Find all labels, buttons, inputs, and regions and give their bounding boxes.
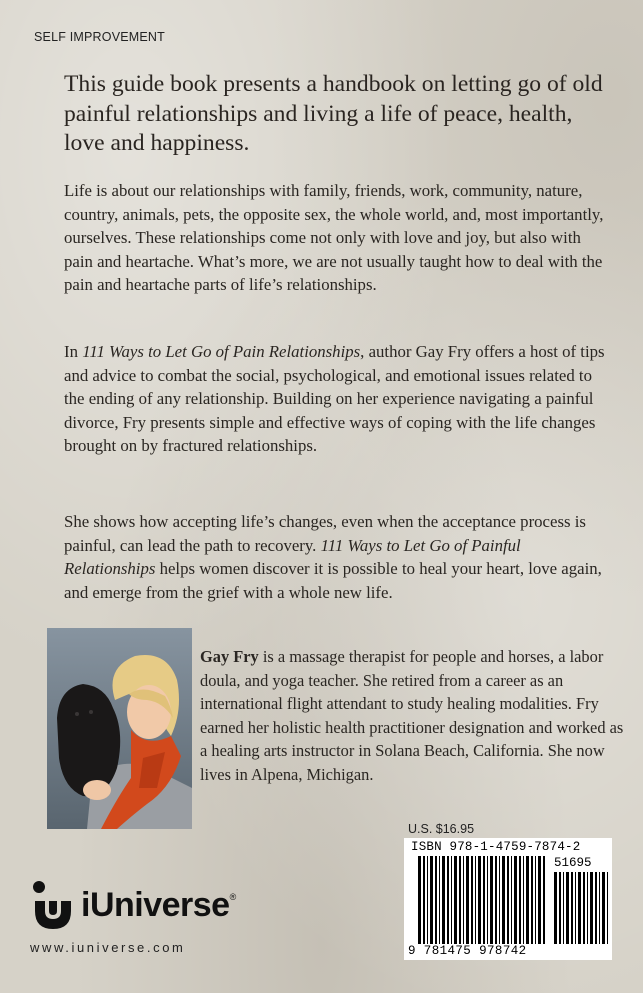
lead-statement: This guide book presents a handbook on letting go of old painful relationships and living a life of peace, health, love and happiness. <box>64 71 603 156</box>
price-label: U.S. $16.95 <box>408 822 475 836</box>
publisher-name-text: iUniverse <box>81 885 230 924</box>
paragraph-2-intro: In <box>64 342 83 361</box>
isbn-barcode <box>404 838 612 960</box>
publisher-name <box>81 886 236 925</box>
author-bio <box>200 645 625 786</box>
paragraph-3-intro: She shows how accepting life’s changes, even when the acceptance process is painful, can lead the path to recovery. <box>64 512 586 555</box>
author-bio-text: is a massage therapist for people and horses, a labor doula, and yoga teacher. She retired from a career as an international flight attendant to study healing modalities. Fry earned her holistic health practitioner designation and worked as a healing arts instructor in Solana Beach, California. She now lives in Alpena, Michigan. <box>200 647 624 784</box>
paragraph-2-book-title: 111 Ways to Let Go of Pain Relationships <box>82 342 361 361</box>
paragraph-3-book-title: 111 Ways to Let Go of Painful Relationships <box>64 535 521 579</box>
description-paragraph-1: Life is about our relationships with family, friends, work, community, nature, country, animals, pets, the opposite sex, the whole world, and, most importantly, ourselves. These relationships come not only with love and joy, but also with pain and heartache. What’s more, we are not usually taught how to deal with the pain and heartache parts of life’s relationships. <box>64 181 604 295</box>
publisher-url: www.iuniverse.com <box>30 940 186 955</box>
trademark-symbol: ® <box>229 891 236 902</box>
category-label: SELF IMPROVEMENT <box>34 30 165 44</box>
description-paragraph-3 <box>64 510 610 604</box>
isbn-number: ISBN 978-1-4759-7874-2 <box>411 840 581 854</box>
paragraph-2-text: , author Gay Fry offers a host of tips and advice to combat the social, psychological, and emotional issues related to the ending of any relationship. Building on her experience navigating a painful divorce, Fry presents simple and effective ways of coping with the life changes brought on by fractured relationships. <box>64 342 605 456</box>
publisher-logo <box>31 878 236 932</box>
description-paragraph-2 <box>64 340 610 458</box>
iuniverse-logo-icon <box>31 879 75 931</box>
ean-bars <box>404 838 612 960</box>
paragraph-3-text: helps women discover it is possible to heal your heart, love again, and emerge from the grief with a whole new life. <box>64 559 602 602</box>
author-name: Gay Fry <box>200 647 259 666</box>
ean-digits: 9 781475 978742 <box>408 944 527 958</box>
author-photo <box>47 628 192 829</box>
price-code: 51695 <box>554 856 592 870</box>
